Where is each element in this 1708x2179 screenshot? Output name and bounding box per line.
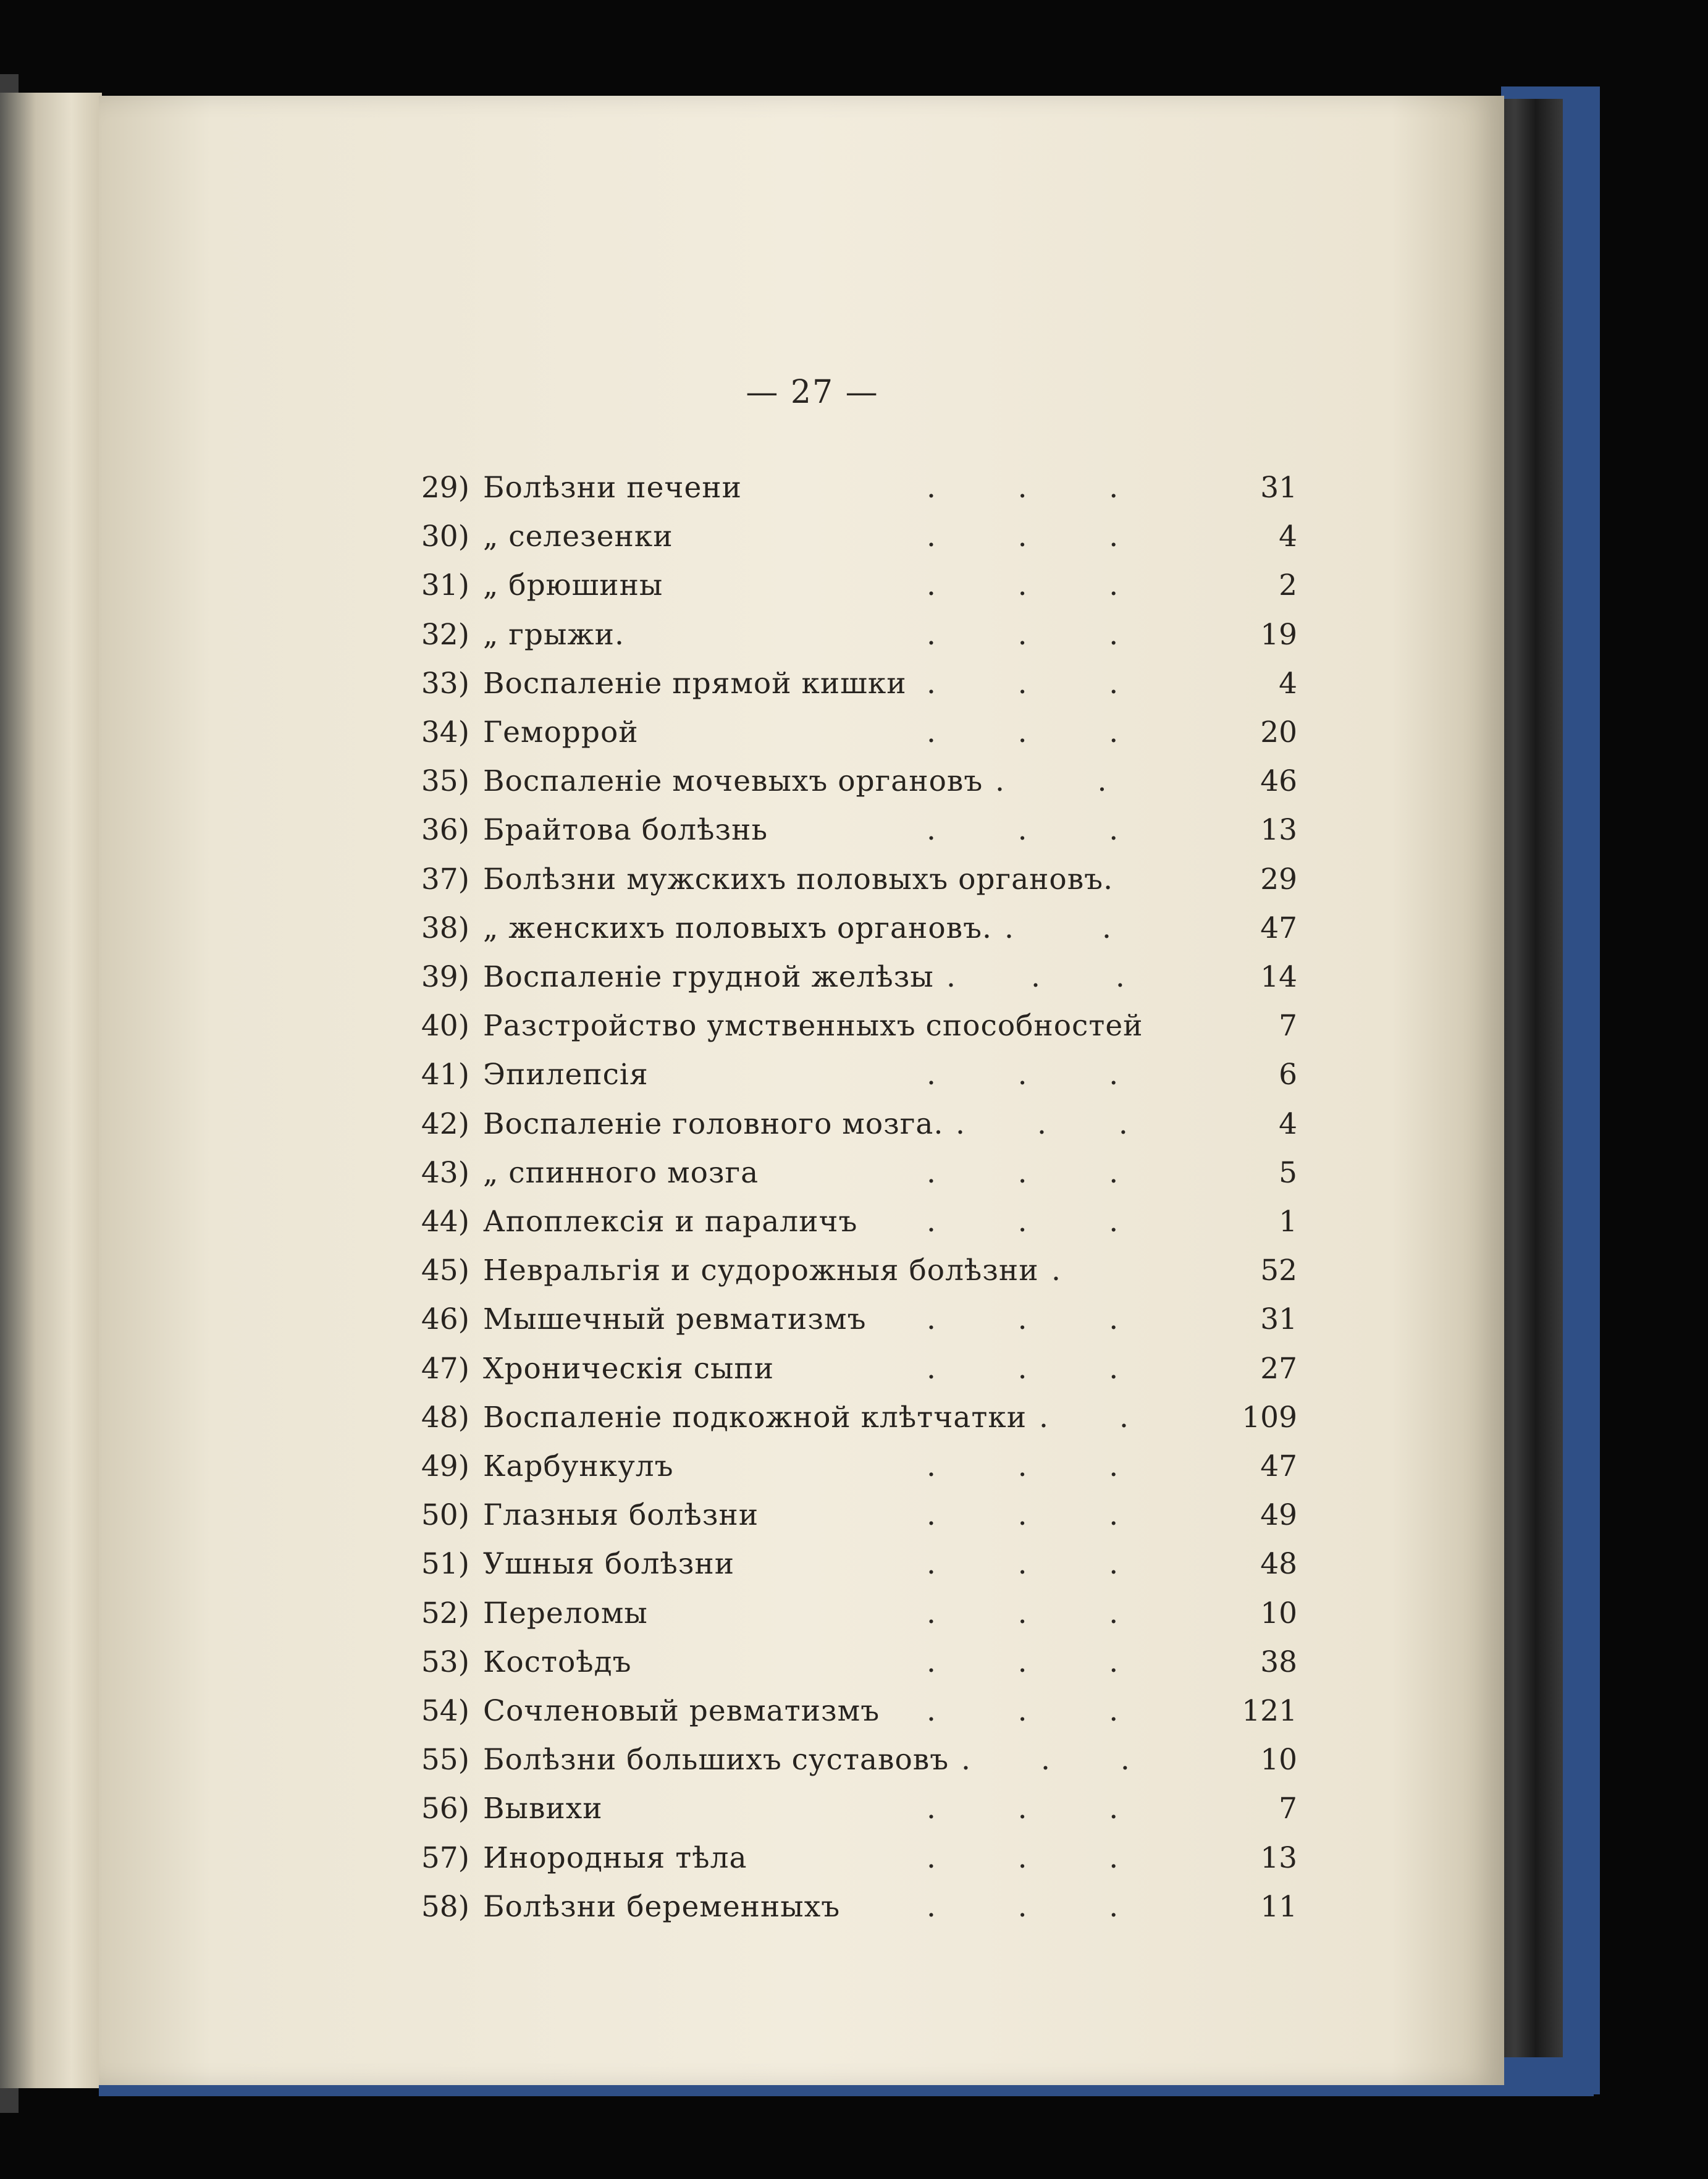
leader-dots: ... bbox=[927, 617, 1200, 652]
leader-dots: ... bbox=[927, 666, 1200, 701]
list-item bbox=[383, 659, 1297, 708]
list-item bbox=[383, 1393, 1297, 1442]
item-number: 38) bbox=[421, 911, 469, 945]
leader-dots: ... bbox=[927, 1547, 1200, 1582]
item-label: Болѣзни беременныхъ bbox=[483, 1889, 841, 1924]
item-count: 48 bbox=[1260, 1547, 1297, 1582]
item-label: Инородныя тѣла bbox=[483, 1840, 747, 1875]
list-item bbox=[383, 1149, 1297, 1197]
item-label: Воспаленіе мочевыхъ органовъ bbox=[483, 764, 983, 799]
item-count: 49 bbox=[1260, 1498, 1297, 1533]
item-count: 2 bbox=[1279, 568, 1297, 603]
item-count: 14 bbox=[1260, 960, 1297, 994]
item-label: Вывихи bbox=[483, 1792, 603, 1826]
leader-dots: ... bbox=[927, 520, 1200, 554]
item-count: 13 bbox=[1260, 813, 1297, 848]
item-label: Разстройство умственныхъ способностей bbox=[483, 1009, 1143, 1043]
item-label: „ брюшины bbox=[483, 568, 663, 603]
leader-dots: ... bbox=[927, 1694, 1200, 1728]
item-label: Воспаленіе головного мозга. bbox=[483, 1106, 944, 1141]
item-number: 50) bbox=[421, 1498, 469, 1533]
item-label: Болѣзни печени bbox=[483, 471, 742, 505]
item-count: 47 bbox=[1260, 911, 1297, 945]
item-number: 52) bbox=[421, 1596, 469, 1630]
list-item bbox=[383, 463, 1297, 512]
leader-dots: ... bbox=[927, 715, 1200, 749]
leader-dots: ... bbox=[927, 568, 1200, 603]
item-label: „ грыжи. bbox=[483, 617, 625, 652]
book-page bbox=[99, 96, 1504, 2085]
item-count: 31 bbox=[1260, 471, 1297, 505]
leader-dots: ... bbox=[927, 1302, 1200, 1337]
item-number: 40) bbox=[421, 1009, 469, 1043]
item-number: 32) bbox=[421, 617, 469, 652]
item-label: Воспаленіе прямой кишки bbox=[483, 666, 907, 701]
leader-dots: ... bbox=[927, 1351, 1200, 1386]
leader-dots: ... bbox=[927, 1840, 1200, 1875]
item-count: 13 bbox=[1260, 1840, 1297, 1875]
item-count: 52 bbox=[1260, 1254, 1297, 1288]
item-count: 27 bbox=[1260, 1351, 1297, 1386]
item-count: 10 bbox=[1260, 1743, 1297, 1777]
item-count: 47 bbox=[1260, 1449, 1297, 1483]
item-label: Эпилепсія bbox=[483, 1058, 649, 1092]
leader-dots: .. bbox=[1039, 1400, 1200, 1435]
item-number: 44) bbox=[421, 1205, 469, 1239]
item-number: 57) bbox=[421, 1840, 469, 1875]
item-count: 4 bbox=[1279, 666, 1297, 701]
item-number: 31) bbox=[421, 568, 469, 603]
list-item bbox=[383, 512, 1297, 561]
item-count: 4 bbox=[1279, 520, 1297, 554]
item-number: 46) bbox=[421, 1302, 469, 1337]
leader-dots: ... bbox=[927, 1498, 1200, 1533]
leader-dots: ... bbox=[927, 1889, 1200, 1924]
item-label: Апоплексія и параличъ bbox=[483, 1205, 858, 1239]
item-number: 55) bbox=[421, 1743, 469, 1777]
leader-dots: .. bbox=[1004, 911, 1200, 945]
leader-dots: ... bbox=[927, 1058, 1200, 1092]
list-item bbox=[383, 1687, 1297, 1735]
list-item bbox=[383, 1784, 1297, 1833]
book-cover-bottom bbox=[99, 2085, 1594, 2096]
list-item bbox=[383, 1589, 1297, 1638]
item-number: 33) bbox=[421, 666, 469, 701]
leader-dots: ... bbox=[956, 1106, 1200, 1141]
item-count: 7 bbox=[1279, 1009, 1297, 1043]
item-label: „ женскихъ половыхъ органовъ. bbox=[483, 911, 992, 945]
leader-dots: ... bbox=[927, 1449, 1200, 1483]
item-count: 5 bbox=[1279, 1155, 1297, 1190]
item-count: 10 bbox=[1260, 1596, 1297, 1630]
item-count: 29 bbox=[1260, 862, 1297, 896]
leader-dots: ... bbox=[927, 1596, 1200, 1630]
leader-dots: ... bbox=[927, 471, 1200, 505]
item-label: „ селезенки bbox=[483, 520, 673, 554]
list-item bbox=[383, 708, 1297, 757]
list-item bbox=[383, 1197, 1297, 1246]
item-count: 11 bbox=[1260, 1889, 1297, 1924]
page-number: — 27 — bbox=[746, 374, 879, 411]
item-label: Воспаленіе грудной желѣзы bbox=[483, 960, 934, 994]
item-count: 38 bbox=[1260, 1645, 1297, 1679]
leader-dots: . bbox=[1051, 1254, 1199, 1288]
list-item bbox=[383, 1638, 1297, 1687]
item-number: 43) bbox=[421, 1155, 469, 1190]
item-number: 42) bbox=[421, 1106, 469, 1141]
item-number: 41) bbox=[421, 1058, 469, 1092]
list-item bbox=[383, 1491, 1297, 1540]
item-number: 34) bbox=[421, 715, 469, 749]
list-item bbox=[383, 953, 1297, 1001]
item-label: Хроническія сыпи bbox=[483, 1351, 775, 1386]
item-number: 54) bbox=[421, 1694, 469, 1728]
leader-dots: ... bbox=[927, 1645, 1200, 1679]
item-count: 19 bbox=[1260, 617, 1297, 652]
leader-dots: .. bbox=[995, 764, 1200, 799]
item-number: 56) bbox=[421, 1792, 469, 1826]
item-number: 29) bbox=[421, 471, 469, 505]
item-count: 1 bbox=[1279, 1205, 1297, 1239]
item-number: 30) bbox=[421, 520, 469, 554]
list-item bbox=[383, 610, 1297, 659]
page-stack-edge bbox=[1495, 99, 1563, 2057]
leader-dots: ... bbox=[927, 813, 1200, 848]
item-label: Сочленовый ревматизмъ bbox=[483, 1694, 880, 1728]
list-item bbox=[383, 806, 1297, 854]
list-item bbox=[383, 1442, 1297, 1491]
item-label: Костоѣдъ bbox=[483, 1645, 632, 1679]
disease-list bbox=[99, 96, 1504, 2085]
item-label: Переломы bbox=[483, 1596, 648, 1630]
item-label: Воспаленіе подкожной клѣтчатки bbox=[483, 1400, 1027, 1435]
item-label: Невральгія и судорожныя болѣзни bbox=[483, 1254, 1039, 1288]
item-label: Брайтова болѣзнь bbox=[483, 813, 768, 848]
item-count: 4 bbox=[1279, 1106, 1297, 1141]
item-number: 45) bbox=[421, 1254, 469, 1288]
item-number: 36) bbox=[421, 813, 469, 848]
item-label: Глазныя болѣзни bbox=[483, 1498, 759, 1533]
list-item bbox=[383, 1100, 1297, 1149]
leader-dots: ... bbox=[961, 1743, 1200, 1777]
item-count: 31 bbox=[1260, 1302, 1297, 1337]
list-item bbox=[383, 904, 1297, 953]
list-item bbox=[383, 1344, 1297, 1393]
leader-dots: ... bbox=[927, 1155, 1200, 1190]
item-number: 35) bbox=[421, 764, 469, 799]
item-number: 39) bbox=[421, 960, 469, 994]
list-item bbox=[383, 1295, 1297, 1344]
item-count: 7 bbox=[1279, 1792, 1297, 1826]
item-number: 51) bbox=[421, 1547, 469, 1582]
item-label: Мышечный ревматизмъ bbox=[483, 1302, 867, 1337]
item-number: 47) bbox=[421, 1351, 469, 1386]
list-item bbox=[383, 1050, 1297, 1099]
list-item bbox=[383, 1540, 1297, 1588]
item-label: Болѣзни большихъ суставовъ bbox=[483, 1743, 949, 1777]
left-page-edge bbox=[0, 93, 102, 2088]
item-number: 53) bbox=[421, 1645, 469, 1679]
list-item bbox=[383, 561, 1297, 610]
list-item bbox=[383, 1882, 1297, 1931]
item-label: Карбункулъ bbox=[483, 1449, 674, 1483]
leader-dots: ... bbox=[946, 960, 1200, 994]
leader-dots: ... bbox=[927, 1792, 1200, 1826]
item-number: 49) bbox=[421, 1449, 469, 1483]
item-number: 58) bbox=[421, 1889, 469, 1924]
item-label: Ушныя болѣзни bbox=[483, 1547, 735, 1582]
item-number: 37) bbox=[421, 862, 469, 896]
item-label: Геморрой bbox=[483, 715, 639, 749]
list-item bbox=[383, 757, 1297, 806]
item-count: 20 bbox=[1260, 715, 1297, 749]
item-number: 48) bbox=[421, 1400, 469, 1435]
list-item bbox=[383, 855, 1297, 904]
leader-dots: ... bbox=[927, 1205, 1200, 1239]
item-count: 6 bbox=[1279, 1058, 1297, 1092]
item-count: 121 bbox=[1242, 1694, 1297, 1728]
list-item bbox=[383, 1246, 1297, 1295]
item-label: „ спинного мозга bbox=[483, 1155, 759, 1190]
list-item bbox=[383, 1001, 1297, 1050]
item-label: Болѣзни мужскихъ половыхъ органовъ. bbox=[483, 862, 1114, 896]
item-count: 109 bbox=[1242, 1400, 1297, 1435]
list-item bbox=[383, 1834, 1297, 1882]
item-count: 46 bbox=[1260, 764, 1297, 799]
list-item bbox=[383, 1735, 1297, 1784]
